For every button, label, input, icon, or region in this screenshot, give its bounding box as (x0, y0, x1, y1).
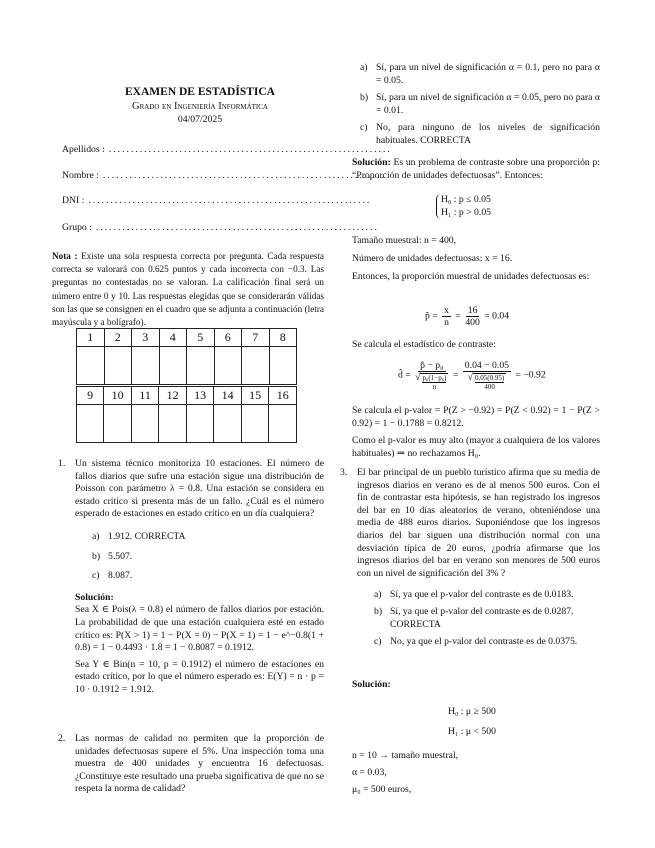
p-value-text: Se calcula el p-valor = P(Z > −0.92) = P(Z < 0.92) = 1 − P(Z > 0.92) = 1 − 0.1788 = 0.8212. (352, 405, 600, 429)
option-letter: c) (360, 122, 368, 134)
solution-text: Es un problema de contraste sobre una proporción p: “Proporción de unidades defectuosas”. Entonces: (352, 157, 600, 181)
option-b (374, 606, 600, 631)
option-text: Sí, para un nivel de significación α = 0.1, pero no para α = 0.05. (376, 62, 600, 86)
option-c (92, 570, 324, 583)
answer-cell[interactable] (186, 405, 214, 443)
question-text: El bar principal de un pueblo turístico afirma que su media de ingresos diarios en verano es de al menos 500 euros. Con el fin de contrastar esta hipótesis, se han registrado los ingresos del bar en 10 días aleatorios de verano, obteniéndose una media de 488 euros diarios. Suponiéndose que los ingresos diarios del bar siguen una distribución normal con una desviación típica de 20 euros, ¿podría afirmarse que los ingresos diarios del bar en verano son menores de 500 euros con un nivel de significación del 3% ? (357, 467, 600, 579)
answer-cell[interactable] (131, 405, 159, 443)
option-text: Sí, ya que el p-valor del contraste es de 0.0183. (390, 589, 574, 601)
option-letter: b) (374, 605, 383, 617)
formula-part: x (444, 305, 449, 316)
null-hypothesis: H₀ : p ≤ 0.05 (441, 194, 491, 205)
q2-solution-intro (352, 157, 600, 182)
answer-cell[interactable] (242, 347, 270, 385)
grid-number: 7 (242, 329, 270, 347)
note-text: Existe una sola respuesta correcta por pregunta. Cada respuesta correcta se valorará con 0.625 puntos y cada incorrecta con −0.3. Las preguntas no contestadas no se valoran. La calificación final será un número entre 0 y 10. Las respuestas elegidas que se considerarán válidas son las que se consignen en el cuadro que se adjunta a continuación (letra mayúscula y a bolígrafo). (52, 251, 325, 328)
answer-cell[interactable] (214, 405, 242, 443)
question-number: 1. (58, 458, 66, 469)
option-c (374, 636, 600, 649)
option-letter: a) (360, 62, 368, 73)
nombre-field[interactable] (62, 170, 386, 183)
option-text: 8.087. (108, 570, 133, 582)
formula-part: = −0.92 (515, 369, 546, 381)
option-a (92, 531, 324, 544)
field-label: DNI : (62, 195, 85, 206)
alpha-value: α = 0.03, (352, 767, 387, 778)
grid-number: 1 (77, 329, 105, 347)
grupo-field[interactable] (62, 222, 379, 235)
formula-part: = (455, 310, 461, 322)
option-a (360, 62, 600, 87)
question-text: Las normas de calidad no permiten que la proporción de unidades defectuosas supere el 5%. Una inspección toma una muestra de 400 unidades y encuentra 16 defectuosas. ¿Constituye este resultado una prueba significativa de que no se respeta la norma de calidad? (75, 733, 324, 795)
hypotheses (436, 194, 491, 219)
answer-grid-top (76, 328, 297, 385)
grid-number: 9 (77, 387, 104, 405)
solution-label: Solución: (75, 591, 114, 603)
dhat-formula: d̂ = p̂ − p₀ √ $\frac{\text{p₀(1−p₀)}}{n}$ = 0.04 − 0.05 √ $\frac{0.05(0.95)}{400}$ = −0.92 (398, 360, 546, 391)
statistic-intro: Se calcula el estadístico de contraste: (352, 339, 496, 350)
formula-part: 0.04 − 0.05 (464, 360, 510, 371)
grid-number: 6 (214, 329, 242, 347)
grid-number: 5 (187, 329, 215, 347)
option-letter: a) (92, 530, 100, 542)
grid-number: 12 (159, 387, 187, 405)
question-1 (58, 458, 324, 697)
field-dots: ................................................................ (88, 195, 372, 206)
field-label: Nombre : (62, 170, 99, 181)
grid-number: 11 (131, 387, 159, 405)
formula-part: d̂ = (398, 369, 411, 381)
answer-cell[interactable] (214, 347, 242, 385)
answer-cell[interactable] (104, 347, 132, 385)
alt-hypothesis: H₁ : μ < 500 (448, 726, 496, 737)
solution-label: Solución: (352, 157, 391, 168)
answer-cell[interactable] (159, 405, 187, 443)
option-text: 1.912. CORRECTA (108, 530, 186, 542)
note-label: Nota : (52, 251, 78, 261)
solution-text: Sea X ∈ Pois(λ = 0.8) el número de fallos diarios por estación. La probabilidad de que una estación cualquiera esté en estado crítico es: P(X > 1) = 1 − P(X = 0) − P(X = 1) = 1 − e^−0.8(1 + 0.8) = 1 − 0.4493 · 1.8 = 1 − 0.8087 = 0.1912. (75, 604, 324, 654)
exam-date: 04/07/2025 (177, 114, 223, 125)
solution-label: Solución: (352, 679, 391, 690)
option-letter: b) (92, 550, 101, 562)
formula-part: p̂ = (425, 310, 438, 322)
mu0-value: μ₀ = 500 euros, (352, 784, 412, 795)
answer-cell[interactable] (159, 347, 187, 385)
grid-number: 4 (159, 329, 187, 347)
sample-size: n = 10 → tamaño muestral, (352, 750, 459, 761)
defect-count: Número de unidades defectuosas: x = 16. (352, 253, 513, 264)
option-text: Sí, ya que el p-valor del contraste es de 0.0287. CORRECTA (390, 605, 574, 630)
option-letter: c) (374, 636, 382, 648)
question-number: 3. (340, 467, 348, 478)
field-label: Grupo : (62, 222, 92, 233)
formula-part: n (444, 317, 449, 328)
grid-number: 16 (269, 387, 297, 405)
question-text: Un sistema técnico monitoriza 10 estaciones. El número de fallos diarios que sufre una estación sigue una distribución de Poisson con parámetro λ = 0.8. Una estación se considera en estado crítico si presenta más de un fallo. ¿Cuál es el número esperado de estaciones en estado crítico en un día cualquiera? (75, 458, 324, 520)
formula-part: n (432, 383, 437, 391)
formula-part: p̂ − p₀ (420, 360, 444, 371)
solution-text: Sea Y ∈ Bin(n = 10, p = 0.1912) el número de estaciones en estado crítico, por lo que el número esperado es: E(Y) = n · p = 10 · 0.1912 = 1.912. (75, 658, 324, 695)
grid-number: 8 (269, 329, 297, 347)
alt-hypothesis: H₁ : p > 0.05 (441, 206, 492, 218)
question-number: 2. (58, 733, 66, 744)
field-dots: ................................................................ (102, 170, 386, 181)
field-label: Apellidos : (62, 144, 105, 155)
formula-part: 400 (465, 317, 480, 328)
formula-part: = 0.04 (484, 310, 510, 322)
exam-title: EXAMEN DE ESTADÍSTICA (125, 86, 275, 98)
sample-size: Tamaño muestral: n = 400, (352, 235, 457, 246)
question-2-options (360, 62, 600, 148)
formula-part: 400 (484, 383, 495, 391)
option-text: 5.507. (108, 550, 133, 562)
option-text: No, ya que el p-valor del contraste es de 0.0375. (390, 636, 578, 648)
option-b (92, 551, 324, 564)
grid-number: 15 (241, 387, 269, 405)
formula-part: p₀(1−p₀) (422, 374, 447, 382)
option-letter: c) (92, 570, 100, 582)
answer-grid-bottom (76, 386, 297, 443)
conclusion-text: Como el p-valor es muy alto (mayor a cualquiera de los valores habituales) ⇒ no rechazamos H₀. (352, 435, 600, 459)
phat-formula (425, 305, 509, 328)
apellidos-field[interactable] (62, 144, 392, 157)
null-hypothesis: H₀ : μ ≥ 500 (448, 706, 496, 717)
option-b (360, 92, 600, 117)
field-dots: ................................................................ (108, 144, 392, 155)
answer-cell[interactable] (241, 405, 269, 443)
option-a (374, 589, 600, 602)
option-text: No, para ninguno de los niveles de significación habituales. CORRECTA (376, 122, 600, 146)
question-3 (340, 467, 600, 649)
answer-cell[interactable] (77, 405, 104, 443)
option-c (360, 122, 600, 147)
proportion-intro: Entonces, la proporción muestral de unidades defectuosas es: (352, 271, 590, 282)
answer-cell[interactable] (187, 347, 215, 385)
formula-part: 16 (467, 305, 478, 316)
option-text: Sí, para un nivel de significación α = 0.05, pero no para α = 0.01. (376, 92, 600, 116)
grid-number: 14 (214, 387, 242, 405)
note (52, 250, 324, 329)
answer-cell[interactable] (269, 405, 297, 443)
answer-cell[interactable] (77, 347, 105, 385)
question-2 (58, 733, 324, 796)
answer-cell[interactable] (104, 405, 132, 443)
grid-number: 2 (104, 329, 132, 347)
option-letter: a) (374, 589, 382, 601)
dni-field[interactable] (62, 195, 372, 208)
option-letter: b) (360, 92, 369, 104)
exam-subtitle: Grado en Ingeniería Informática (131, 101, 268, 112)
formula-part: 0.05(0.95) (474, 374, 505, 382)
grid-number: 10 (104, 387, 132, 405)
grid-number: 13 (186, 387, 214, 405)
answer-cell[interactable] (269, 347, 297, 385)
answer-cell[interactable] (132, 347, 160, 385)
grid-number: 3 (132, 329, 160, 347)
field-dots: ................................................................ (95, 222, 379, 233)
